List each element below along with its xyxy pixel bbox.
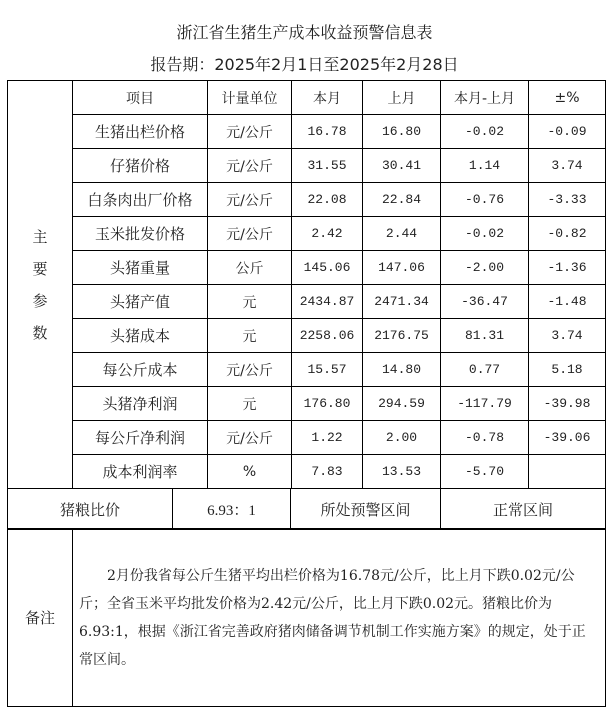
unit: 元/公斤	[208, 217, 292, 251]
remark-label: 备注	[8, 529, 73, 707]
warning-zone-value: 正常区间	[441, 489, 606, 530]
column-header: 项目	[73, 81, 208, 115]
remark-table	[7, 528, 606, 707]
remark-text: 2月份我省每公斤生猪平均出栏价格为16.78元/公斤，比上月下跌0.02元/公斤；全省玉米平均批发价格为2.42元/公斤，比上月下跌0.02元。猪粮比价为6.93:1，根据《浙江省完善政府猪肉储备调节机制工作实施方案》的规定，处于正常区间。	[73, 529, 606, 707]
value-cell: 31.55	[292, 149, 363, 183]
value-cell: 2.00	[363, 421, 441, 455]
unit: %	[208, 455, 292, 489]
value-cell: 1.22	[292, 421, 363, 455]
value-cell: 81.31	[441, 319, 529, 353]
value-cell: -39.06	[529, 421, 606, 455]
value-cell: -0.76	[441, 183, 529, 217]
column-header: 本月	[292, 81, 363, 115]
value-cell: -0.09	[529, 115, 606, 149]
value-cell: -117.79	[441, 387, 529, 421]
table-row	[8, 183, 606, 217]
value-cell: 3.74	[529, 149, 606, 183]
value-cell: 2434.87	[292, 285, 363, 319]
table-row	[8, 251, 606, 285]
table-row	[8, 353, 606, 387]
unit: 元/公斤	[208, 183, 292, 217]
unit: 元	[208, 285, 292, 319]
table-row	[8, 319, 606, 353]
side-label-char: 要	[32, 259, 48, 278]
table-row	[8, 421, 606, 455]
unit: 公斤	[208, 251, 292, 285]
side-label-char: 数	[32, 323, 48, 342]
unit: 元	[208, 387, 292, 421]
value-cell: -39.98	[529, 387, 606, 421]
item-name: 头猪重量	[73, 251, 208, 285]
value-cell: 5.18	[529, 353, 606, 387]
item-name: 头猪产值	[73, 285, 208, 319]
value-cell: -36.47	[441, 285, 529, 319]
value-cell: 0.77	[441, 353, 529, 387]
value-cell: -1.36	[529, 251, 606, 285]
value-cell: 2.44	[363, 217, 441, 251]
value-cell: 3.74	[529, 319, 606, 353]
item-name: 白条肉出厂价格	[73, 183, 208, 217]
table-row	[8, 387, 606, 421]
value-cell: 2176.75	[363, 319, 441, 353]
value-cell: 15.57	[292, 353, 363, 387]
report-period: 报告期：2025年2月1日至2025年2月28日	[150, 55, 459, 74]
warning-zone-label: 所处预警区间	[291, 489, 441, 530]
unit: 元	[208, 319, 292, 353]
unit: 元/公斤	[208, 421, 292, 455]
item-name: 生猪出栏价格	[73, 115, 208, 149]
unit: 元/公斤	[208, 149, 292, 183]
value-cell: 14.80	[363, 353, 441, 387]
column-header: ±%	[529, 81, 606, 115]
side-label-char: 参	[32, 291, 48, 310]
unit: 元/公斤	[208, 353, 292, 387]
value-cell: -0.78	[441, 421, 529, 455]
column-header: 上月	[363, 81, 441, 115]
value-cell: -0.82	[529, 217, 606, 251]
unit: 元/公斤	[208, 115, 292, 149]
value-cell: 294.59	[363, 387, 441, 421]
value-cell: -2.00	[441, 251, 529, 285]
value-cell: -1.48	[529, 285, 606, 319]
column-header: 本月-上月	[441, 81, 529, 115]
value-cell: 16.78	[292, 115, 363, 149]
table-row	[8, 285, 606, 319]
item-name: 每公斤净利润	[73, 421, 208, 455]
table-row	[8, 217, 606, 251]
value-cell: 13.53	[363, 455, 441, 489]
item-name: 每公斤成本	[73, 353, 208, 387]
table-row	[8, 115, 606, 149]
value-cell: 22.84	[363, 183, 441, 217]
table-row	[8, 455, 606, 489]
indicator-table	[7, 80, 606, 489]
value-cell: 1.14	[441, 149, 529, 183]
value-cell: 2471.34	[363, 285, 441, 319]
value-cell: 22.08	[292, 183, 363, 217]
value-cell: 16.80	[363, 115, 441, 149]
value-cell: 2.42	[292, 217, 363, 251]
report-title: 浙江省生猪生产成本收益预警信息表	[176, 23, 433, 42]
value-cell: 147.06	[363, 251, 441, 285]
item-name: 头猪净利润	[73, 387, 208, 421]
ratio-table	[7, 488, 606, 530]
ratio-label: 猪粮比价	[8, 489, 173, 530]
value-cell: -3.33	[529, 183, 606, 217]
table-row	[8, 149, 606, 183]
value-cell	[529, 455, 606, 489]
value-cell: 7.83	[292, 455, 363, 489]
header-row	[8, 81, 606, 115]
main-params-label	[8, 81, 73, 489]
value-cell: -0.02	[441, 217, 529, 251]
value-cell: 30.41	[363, 149, 441, 183]
item-name: 仔猪价格	[73, 149, 208, 183]
ratio-row	[8, 489, 606, 530]
value-cell: 145.06	[292, 251, 363, 285]
value-cell: -0.02	[441, 115, 529, 149]
column-header: 计量单位	[208, 81, 292, 115]
value-cell: -5.70	[441, 455, 529, 489]
item-name: 成本利润率	[73, 455, 208, 489]
value-cell: 2258.06	[292, 319, 363, 353]
item-name: 头猪成本	[73, 319, 208, 353]
ratio-value: 6.93：1	[173, 489, 291, 530]
item-name: 玉米批发价格	[73, 217, 208, 251]
side-label-char: 主	[32, 227, 48, 246]
value-cell: 176.80	[292, 387, 363, 421]
